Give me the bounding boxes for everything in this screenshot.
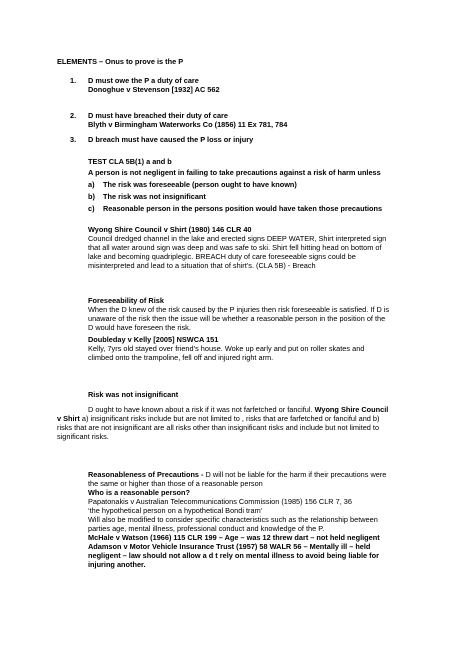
test-title: TEST CLA 5B(1) a and b [88,157,172,166]
element-3-title: D breach must have caused the P loss or injury [88,135,254,144]
mchale-line: McHale v Watson (1966) 115 CLR 199 – Age – was 12 threw dart – not held negligent [88,533,380,542]
foreseeability-title: Foreseeability of Risk [88,296,164,305]
insignificant-case-ref-2: v Shirt [57,414,80,423]
doubleday-title: Doubleday v Kelly [2005] NSWCA 151 [88,335,219,344]
test-item-b: The risk was not insignificant [103,192,206,201]
wyong-title: Wyong Shire Council v Shirt (1980) 146 CLR 40 [88,225,252,234]
foreseeability-line-2: unaware of the risk then the issue will be whether a reasonable person in the position of the [88,314,386,323]
test-item-c-marker: c) [88,204,95,213]
test-item-b-marker: b) [88,192,95,201]
foreseeability-line-3: D would have foreseen the risk. [88,323,191,332]
test-item-c: Reasonable person in the persons position would have taken those precautions [103,204,383,213]
modified-line-1: Will also be modified to consider specific characteristics such as the relationship between [88,515,378,524]
reasonableness-title: Reasonableness of Precautions - [88,470,206,479]
element-3 [88,135,424,144]
adamson-line-3: injuring another. [88,560,146,569]
element-1-case: Donoghue v Stevenson [1932] AC 562 [88,85,220,94]
wyong-section [88,225,424,270]
insignificant-title: Risk was not insignificant [88,390,179,399]
bondi-tram-quote: ‘the hypothetical person on a hypothetical Bondi tram’ [88,506,263,515]
wyong-line-3: lake and becoming quadriplegic. BREACH duty of care foreseeable signs could be [88,252,356,261]
insignificant-line-1 [57,405,437,414]
doubleday-line-2: climbed onto the trampoline, fell off and injured right arm. [88,353,274,362]
reasonableness-line-2: the same or higher than those of a reasonable person [88,479,263,488]
adamson-line-1: Adamson v Motor Vehicle Insurance Trust (1957) 58 WALR 56 – Mentally ill – held [88,542,371,551]
insignificant-line-3: risks that are not insignificant are all risks other than insignificant risks and include but not limited to [57,423,380,432]
insignificant-case-ref: Wyong Shire Council [314,405,389,414]
insignificant-line-2 [57,414,437,423]
insignificant-line-4: significant risks. [57,432,109,441]
wyong-line-2: that all water around sign was deep and was safe to ski. Shirt fell hitting head on bottom of [88,243,382,252]
element-1 [88,76,424,94]
insignificant-line-2-text: a) insignificant risks include but are not limited to , risks that are farfetched or fanciful and b) [79,414,380,423]
reasonableness-section [88,470,438,569]
element-2-title: D must have breached their duty of care [88,111,228,120]
element-number-1: 1. [70,76,77,85]
element-2-case: Blyth v Birmingham Waterworks Co (1856) 11 Ex 781, 784 [88,120,288,129]
element-1-title: D must owe the P a duty of care [88,76,199,85]
papatonakis-line: Papatonakis v Australian Telecommunications Commission (1985) 156 CLR 7, 36 [88,497,352,506]
doubleday-line-1: Kelly, 7yrs old stayed over friend’s house. Woke up early and put on roller skates and [88,344,365,353]
test-statement: A person is not negligent in failing to take precautions against a risk of harm unless [88,168,381,177]
elements-heading: ELEMENTS – Onus to prove is the P [57,57,184,66]
insignificant-body [57,405,437,441]
reasonableness-line-1 [88,470,438,479]
insignificant-line-1-text: D ought to have known about a risk if it was not farfetched or fanciful. [88,405,315,414]
foreseeability-line-1: When the D knew of the risk caused by the P injuries then risk foreseeable is satisfied. If D is [88,305,390,314]
wyong-line-1: Council dredged channel in the lake and erected signs DEEP WATER, Shirt interpreted sign [88,234,387,243]
reasonable-person-subtitle: Who is a reasonable person? [88,488,191,497]
element-number-3: 3. [70,135,77,144]
adamson-line-2: negligent – law should not allow a d t rely on mental illness to avoid being liable for [88,551,379,560]
wyong-line-4: misinterpreted and lead to a situation that of shirt’s. (CLA 5B) - Breach [88,261,316,270]
foreseeability-section [88,296,424,362]
element-2 [88,111,424,129]
test-item-a-marker: a) [88,180,95,189]
element-number-2: 2. [70,111,77,120]
reasonableness-title-rest: D will not be liable for the harm if their precautions were [205,470,387,479]
test-item-a: The risk was foreseeable (person ought to have known) [103,180,297,189]
modified-line-2: parties age, mental illness, professional conduct and knowledge of the P. [88,524,325,533]
